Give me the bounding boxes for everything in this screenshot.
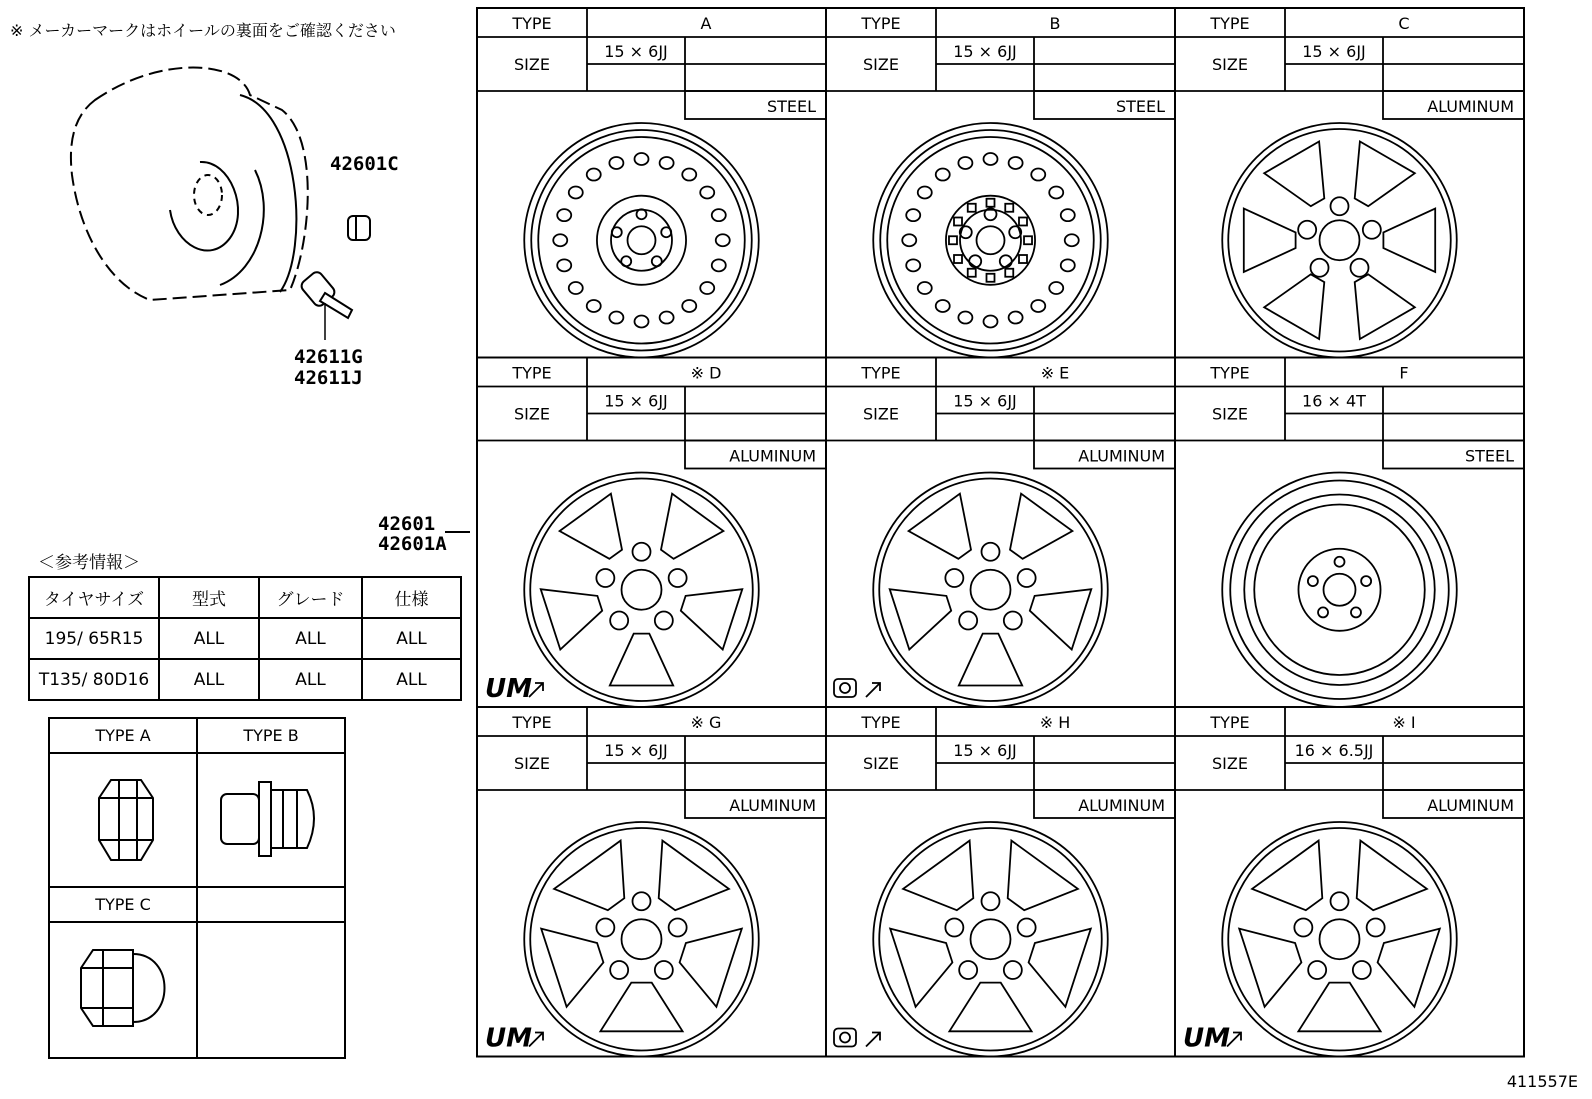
spoke-window xyxy=(1383,209,1435,273)
lug-hole xyxy=(621,256,631,266)
center-bore xyxy=(1324,574,1356,606)
vent-hole xyxy=(712,209,726,221)
wheel-type-value: C xyxy=(1398,14,1410,33)
lug-hole xyxy=(612,227,622,237)
vent-hole xyxy=(1049,282,1063,294)
vent-hole xyxy=(716,234,730,246)
size-label: SIZE xyxy=(1212,404,1248,424)
type-label: TYPE xyxy=(512,713,552,732)
header-grade: グレード xyxy=(259,577,362,618)
lug-hole xyxy=(633,892,651,910)
size-label: SIZE xyxy=(514,754,550,773)
vent-hole xyxy=(557,259,571,271)
lug-hole xyxy=(1018,919,1036,937)
vent-hole xyxy=(1031,169,1045,181)
vent-hole xyxy=(1061,209,1075,221)
vent-hole xyxy=(609,157,623,169)
lug-hole xyxy=(969,255,981,267)
rim-inner xyxy=(1228,129,1451,352)
lug-hole xyxy=(1351,607,1361,617)
vent-hole xyxy=(918,186,932,198)
lug-hole xyxy=(669,919,687,937)
lug-hole xyxy=(1000,255,1012,267)
maker-mark-text: UM xyxy=(1183,1023,1230,1054)
wheel-type-value: ※ H xyxy=(1039,713,1071,732)
lug-hole xyxy=(982,892,1000,910)
spoke-window xyxy=(890,929,952,1007)
maker-mark-note: ※ メーカーマークはホイールの裏面をご確認ください xyxy=(10,21,396,40)
spoke-window xyxy=(959,634,1022,686)
spoke-window xyxy=(681,589,743,649)
rim-outer xyxy=(1222,822,1457,1057)
wheel-icon xyxy=(524,123,759,358)
wheel-size-value: 15 × 6JJ xyxy=(1302,42,1366,61)
table-cell: ALL xyxy=(362,618,461,659)
lug-hole xyxy=(1353,961,1371,979)
cover-slot xyxy=(954,217,962,225)
lug-hole xyxy=(1004,611,1022,629)
wheel-icon xyxy=(1222,473,1457,708)
spoke-window xyxy=(1239,929,1301,1007)
type-label: TYPE xyxy=(1210,713,1250,732)
size-label: SIZE xyxy=(1212,754,1248,773)
wheel-type-value: ※ D xyxy=(690,363,722,383)
wheel-size-value: 16 × 6.5JJ xyxy=(1294,741,1374,760)
lug-hole xyxy=(959,611,977,629)
table-cell: 195/ 65R15 xyxy=(29,618,159,659)
lug-hole xyxy=(1335,557,1345,567)
maker-mark-um-icon xyxy=(485,1024,543,1054)
vent-hole xyxy=(587,300,601,312)
rim-outer xyxy=(873,822,1108,1057)
spoke-window xyxy=(890,589,952,649)
lug-hole xyxy=(669,569,687,587)
wheel-material-value: ALUMINUM xyxy=(729,446,816,466)
size-label: SIZE xyxy=(1212,55,1248,74)
vent-hole xyxy=(569,282,583,294)
rim-inner xyxy=(530,828,753,1051)
lug-hole xyxy=(945,919,963,937)
rim-outer xyxy=(524,473,759,708)
vent-hole xyxy=(712,259,726,271)
wheel-type-value: ※ E xyxy=(1040,363,1070,383)
lug-hole xyxy=(982,543,1000,561)
lug-hole xyxy=(1318,607,1328,617)
lug-hole xyxy=(1331,197,1349,215)
lug-hole xyxy=(596,919,614,937)
wheel-size-value: 15 × 6JJ xyxy=(953,42,1017,61)
wheel-size-value: 15 × 6JJ xyxy=(604,391,668,411)
spoke-window xyxy=(680,929,742,1007)
center-bore xyxy=(1320,919,1360,959)
table-cell: ALL xyxy=(259,618,362,659)
panel-text xyxy=(511,14,816,116)
cover-slot xyxy=(1019,255,1027,263)
cover-slot xyxy=(968,204,976,212)
lug-hole xyxy=(959,961,977,979)
wheel-panel-3 xyxy=(1175,8,1524,358)
lug-hole xyxy=(1367,919,1385,937)
maker-mark-logo-icon xyxy=(834,679,880,697)
spoke-window xyxy=(1244,209,1296,273)
cover-slot xyxy=(1024,236,1032,244)
wheel-icon xyxy=(873,473,1108,708)
logo-dot xyxy=(840,683,850,693)
rim-outer xyxy=(1222,473,1457,708)
nut-type-b-label: TYPE B xyxy=(197,718,345,753)
cover-slot xyxy=(954,255,962,263)
center-bore xyxy=(977,226,1005,254)
rim-inner xyxy=(531,130,752,351)
wheel-icon xyxy=(1222,822,1457,1057)
maker-mark-um-icon xyxy=(1183,1024,1241,1054)
spoke-window xyxy=(909,494,971,559)
type-label: TYPE xyxy=(861,14,901,33)
vent-hole xyxy=(635,153,649,165)
rim-flange xyxy=(1244,495,1435,686)
lug-hole xyxy=(1018,569,1036,587)
reference-title: ＜参考情報＞ xyxy=(38,553,140,573)
lug-hole xyxy=(655,611,673,629)
header-spec: 仕様 xyxy=(362,577,461,618)
lug-hole xyxy=(610,611,628,629)
rim-outer xyxy=(873,473,1108,708)
spoke-window xyxy=(600,983,682,1032)
lug-hole xyxy=(1363,221,1381,239)
part-number-wheel-2: 42601A xyxy=(378,533,447,555)
logo-dot xyxy=(840,1033,850,1043)
size-label: SIZE xyxy=(514,55,550,74)
lug-hole xyxy=(1331,892,1349,910)
rim-flange xyxy=(538,137,745,344)
cover-slot xyxy=(1019,217,1027,225)
lug-hole xyxy=(655,961,673,979)
spoke-window xyxy=(1010,494,1072,559)
vent-hole xyxy=(936,300,950,312)
maker-mark-um-icon xyxy=(485,674,543,704)
cover-slot xyxy=(987,199,995,207)
cover-slot xyxy=(968,269,976,277)
panel-text xyxy=(511,364,816,466)
vent-hole xyxy=(902,234,916,246)
part-number-valve-2: 42611J xyxy=(294,367,363,389)
panel-text xyxy=(860,364,1165,466)
spoke-window xyxy=(1029,929,1091,1007)
center-bore xyxy=(622,570,662,610)
vent-hole xyxy=(984,153,998,165)
wheel-size-value: 15 × 6JJ xyxy=(604,42,668,61)
lug-hole xyxy=(1308,576,1318,586)
wheel-size-value: 15 × 6JJ xyxy=(953,741,1017,760)
panel-text xyxy=(1209,364,1514,466)
lug-hole xyxy=(637,209,647,219)
wheel-icon xyxy=(524,473,759,708)
type-label: TYPE xyxy=(1210,363,1250,383)
table-cell: ALL xyxy=(362,659,461,700)
rim-well xyxy=(1254,505,1425,676)
lug-hole xyxy=(661,227,671,237)
vent-hole xyxy=(682,169,696,181)
spoke-window xyxy=(610,634,673,686)
wheel-material-value: ALUMINUM xyxy=(729,796,816,815)
rim-outer xyxy=(873,123,1108,358)
size-label: SIZE xyxy=(863,404,899,424)
table-cell: ALL xyxy=(159,659,259,700)
wheel-type-value: ※ I xyxy=(1392,713,1416,732)
wheel-panel-5 xyxy=(826,358,1175,708)
panel-text xyxy=(1209,713,1514,815)
vent-hole xyxy=(569,186,583,198)
vent-hole xyxy=(984,316,998,328)
arrow-icon xyxy=(866,1033,880,1047)
vent-hole xyxy=(958,312,972,324)
vent-hole xyxy=(1065,234,1079,246)
vent-hole xyxy=(682,300,696,312)
panel-text xyxy=(860,713,1165,815)
wheel-material-value: STEEL xyxy=(766,97,816,116)
wheel-material-value: ALUMINUM xyxy=(1078,446,1165,466)
spoke-window xyxy=(541,589,603,649)
type-label: TYPE xyxy=(861,363,901,383)
type-label: TYPE xyxy=(861,713,901,732)
logo-shape xyxy=(834,1029,856,1047)
lug-hole xyxy=(1294,919,1312,937)
lug-hole xyxy=(1298,221,1316,239)
rim-inner xyxy=(530,479,753,702)
wheel-material-value: ALUMINUM xyxy=(1427,796,1514,815)
wheel-material-value: ALUMINUM xyxy=(1078,796,1165,815)
maker-mark-logo-icon xyxy=(834,1029,880,1047)
drawing-code: 411557E xyxy=(1506,1072,1578,1091)
rim-outer xyxy=(524,822,759,1057)
wheel-type-value: A xyxy=(700,14,712,33)
center-bore xyxy=(1320,220,1360,260)
size-label: SIZE xyxy=(514,404,550,424)
hub-disc xyxy=(1298,549,1380,631)
grid-lines xyxy=(477,8,1524,1057)
type-label: TYPE xyxy=(512,14,552,33)
vent-hole xyxy=(660,157,674,169)
rim-outer xyxy=(524,123,759,358)
vent-hole xyxy=(660,312,674,324)
cover-slot xyxy=(1005,204,1013,212)
lug-hole xyxy=(1004,961,1022,979)
wheel-panel-4 xyxy=(477,358,826,708)
vent-hole xyxy=(609,312,623,324)
spoke-window xyxy=(560,494,622,559)
wheel-panel-7 xyxy=(477,707,826,1057)
nut-type-a-label: TYPE A xyxy=(49,718,197,753)
center-bore xyxy=(971,570,1011,610)
wheel-panel-2 xyxy=(826,8,1175,358)
vent-hole xyxy=(1009,157,1023,169)
wheel-panel-1 xyxy=(477,8,826,358)
vent-hole xyxy=(557,209,571,221)
panel-text xyxy=(1209,14,1514,116)
wheel-size-value: 15 × 6JJ xyxy=(604,741,668,760)
rim-inner xyxy=(879,479,1102,702)
arrow-icon xyxy=(866,683,880,697)
cover-slot xyxy=(1005,269,1013,277)
lug-hole xyxy=(633,543,651,561)
vent-hole xyxy=(936,169,950,181)
wheel-type-value: ※ G xyxy=(690,713,722,732)
header-model: 型式 xyxy=(159,577,259,618)
rim-inner xyxy=(1228,828,1451,1051)
vent-hole xyxy=(553,234,567,246)
wheel-material-value: ALUMINUM xyxy=(1427,97,1514,116)
wheel-type-value: B xyxy=(1049,14,1061,33)
size-label: SIZE xyxy=(863,754,899,773)
spoke-window xyxy=(1298,983,1380,1032)
maker-mark-text: UM xyxy=(485,1023,532,1054)
part-number-wheel-1: 42601 xyxy=(378,513,436,535)
panel-text xyxy=(860,14,1165,116)
vent-hole xyxy=(1049,186,1063,198)
wheel-size-value: 16 × 4T xyxy=(1302,391,1366,411)
wheel-icon xyxy=(524,822,759,1057)
table-cell: ALL xyxy=(259,659,362,700)
spoke-window xyxy=(949,983,1031,1032)
spoke-window xyxy=(1378,929,1440,1007)
type-label: TYPE xyxy=(512,363,552,383)
lug-hole xyxy=(1350,259,1368,277)
cover-slot xyxy=(949,236,957,244)
spoke-window xyxy=(661,494,723,559)
wheel-material-value: STEEL xyxy=(1464,446,1514,466)
wheel-panel-8 xyxy=(826,707,1175,1057)
header-tire-size: タイヤサイズ xyxy=(29,577,159,618)
lug-hole xyxy=(652,256,662,266)
vent-hole xyxy=(700,282,714,294)
vent-hole xyxy=(635,316,649,328)
vent-hole xyxy=(700,186,714,198)
rim-flange xyxy=(887,137,1094,344)
rim-inner xyxy=(879,828,1102,1051)
vent-hole xyxy=(918,282,932,294)
maker-mark-text: UM xyxy=(485,674,532,704)
vent-hole xyxy=(906,209,920,221)
lug-hole xyxy=(1311,259,1329,277)
lug-hole xyxy=(596,569,614,587)
center-bore xyxy=(628,226,656,254)
rim-outer xyxy=(1222,123,1457,358)
table-cell: ALL xyxy=(159,618,259,659)
wheel-icon xyxy=(873,822,1108,1057)
wheel-icon xyxy=(873,123,1108,358)
spoke-window xyxy=(541,929,603,1007)
wheel-size-value: 15 × 6JJ xyxy=(953,391,1017,411)
wheel-type-value: F xyxy=(1399,363,1409,383)
type-label: TYPE xyxy=(1210,14,1250,33)
vent-hole xyxy=(1061,259,1075,271)
table-cell: T135/ 80D16 xyxy=(29,659,159,700)
vent-hole xyxy=(906,259,920,271)
logo-shape xyxy=(834,679,856,697)
wheel-panel-6 xyxy=(1175,358,1524,708)
wheel-material-value: STEEL xyxy=(1115,97,1165,116)
vent-hole xyxy=(1031,300,1045,312)
grid-border xyxy=(477,8,1524,1057)
rim-inner xyxy=(880,130,1101,351)
spoke-window xyxy=(1030,589,1092,649)
wheel-icon xyxy=(1222,123,1457,358)
vent-hole xyxy=(1009,312,1023,324)
lug-hole xyxy=(1308,961,1326,979)
size-label: SIZE xyxy=(863,55,899,74)
lug-hole xyxy=(945,569,963,587)
nut-type-c-label: TYPE C xyxy=(49,887,197,922)
vent-hole xyxy=(958,157,972,169)
rim-inner xyxy=(1230,481,1449,700)
part-number-valve-cap: 42601C xyxy=(330,153,399,175)
cover-slot xyxy=(987,274,995,282)
lug-hole xyxy=(1361,576,1371,586)
center-bore xyxy=(971,919,1011,959)
panel-text xyxy=(511,713,816,815)
part-number-valve-1: 42611G xyxy=(294,346,363,368)
wheel-panel-9 xyxy=(1175,707,1524,1057)
center-bore xyxy=(622,919,662,959)
lug-hole xyxy=(610,961,628,979)
vent-hole xyxy=(587,169,601,181)
